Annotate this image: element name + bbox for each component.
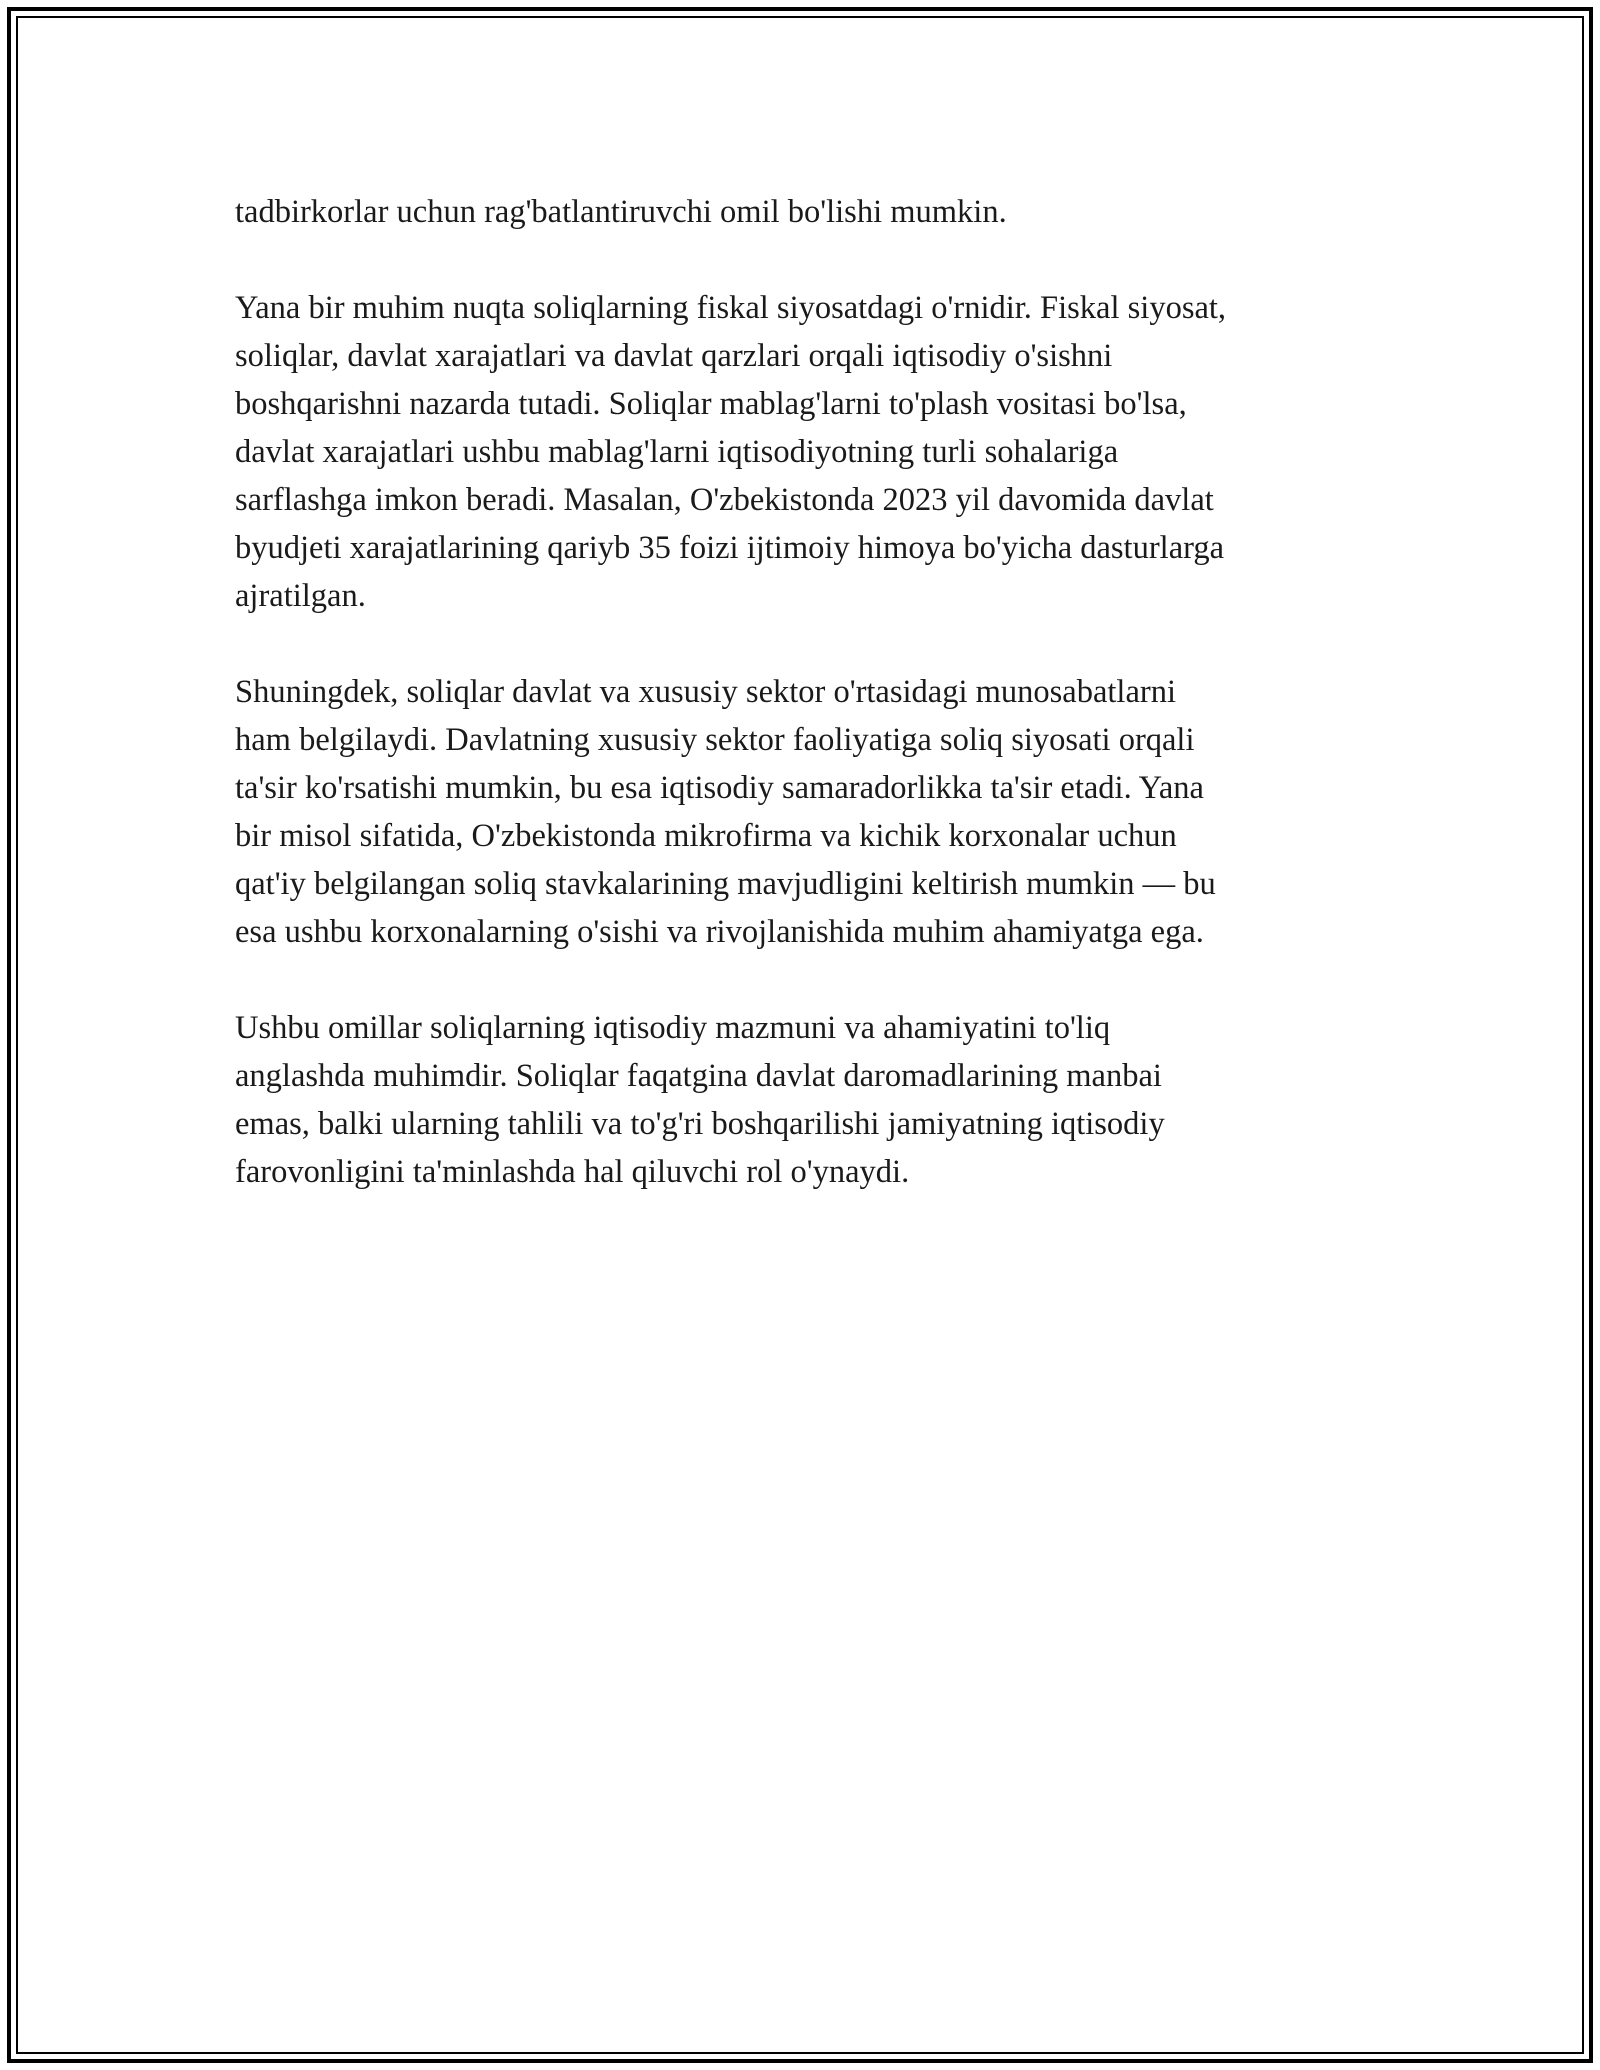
text-line: Ushbu omillar soliqlarning iqtisodiy mazmuni va ahamiyatini to'liq <box>235 1010 1111 1046</box>
text-line: byudjeti xarajatlarining qariyb 35 foizi ijtimoiy himoya bo'yicha dasturlarga <box>235 530 1225 566</box>
text-line: emas, balki ularning tahlili va to'g'ri boshqarilishi jamiyatning iqtisodiy <box>235 1106 1165 1142</box>
paragraph-3 <box>235 668 1365 956</box>
paragraph-1 <box>235 188 1365 236</box>
text-line: ta'sir ko'rsatishi mumkin, bu esa iqtisodiy samaradorlikka ta'sir etadi. Yana <box>235 770 1204 806</box>
page-content <box>235 188 1365 1196</box>
text-line: Yana bir muhim nuqta soliqlarning fiskal siyosatdagi o'rnidir. Fiskal siyosat, <box>235 290 1227 326</box>
text-line: tadbirkorlar uchun rag'batlantiruvchi omil bo'lishi mumkin. <box>235 194 1007 230</box>
text-line: farovonligini ta'minlashda hal qiluvchi rol o'ynaydi. <box>235 1154 910 1190</box>
text-line: Shuningdek, soliqlar davlat va xususiy sektor o'rtasidagi munosabatlarni <box>235 674 1176 710</box>
text-line: anglashda muhimdir. Soliqlar faqatgina davlat daromadlarining manbai <box>235 1058 1162 1094</box>
text-line: sarflashga imkon beradi. Masalan, O'zbekistonda 2023 yil davomida davlat <box>235 482 1214 518</box>
text-line: bir misol sifatida, O'zbekistonda mikrofirma va kichik korxonalar uchun <box>235 818 1177 854</box>
text-line: qat'iy belgilangan soliq stavkalarining mavjudligini keltirish mumkin — bu <box>235 866 1216 902</box>
paragraph-4 <box>235 1004 1365 1196</box>
text-line: ham belgilaydi. Davlatning xususiy sektor faoliyatiga soliq siyosati orqali <box>235 722 1195 758</box>
text-line: esa ushbu korxonalarning o'sishi va rivojlanishida muhim ahamiyatga ega. <box>235 914 1204 950</box>
text-line: davlat xarajatlari ushbu mablag'larni iqtisodiyotning turli sohalariga <box>235 434 1119 470</box>
text-line: ajratilgan. <box>235 578 366 614</box>
text-line: boshqarishni nazarda tutadi. Soliqlar mablag'larni to'plash vositasi bo'lsa, <box>235 386 1187 422</box>
text-line: soliqlar, davlat xarajatlari va davlat qarzlari orqali iqtisodiy o'sishni <box>235 338 1113 374</box>
paragraph-2 <box>235 284 1365 620</box>
